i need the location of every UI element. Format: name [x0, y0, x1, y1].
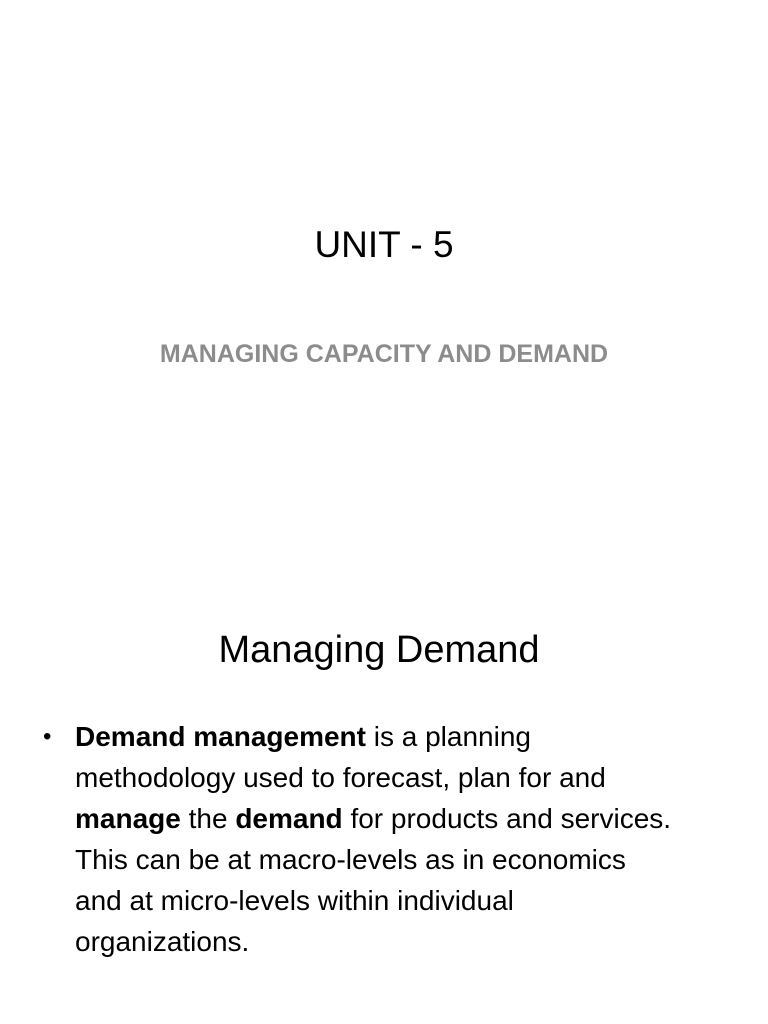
bullet-list [40, 716, 680, 962]
bullet-text-part-3: for products and services. This can be at macro-levels as in economics and at micro-levels within individual organizations. [75, 803, 672, 957]
content-slide [0, 576, 768, 1024]
bullet-text [75, 721, 671, 957]
bullet-icon: • [43, 723, 52, 750]
bullet-text-part-1: is a planning methodology used to forecast, plan for and [75, 721, 606, 793]
slide-title: Managing Demand [218, 629, 540, 671]
term-demand: demand [235, 803, 343, 834]
bullet-item [40, 716, 680, 962]
term-demand-management: Demand management [75, 721, 366, 752]
bullet-text-part-2: the [180, 803, 236, 834]
term-manage: manage [75, 803, 181, 834]
unit-subtitle: MANAGING CAPACITY AND DEMAND [159, 340, 609, 368]
unit-title: UNIT - 5 [314, 224, 454, 265]
